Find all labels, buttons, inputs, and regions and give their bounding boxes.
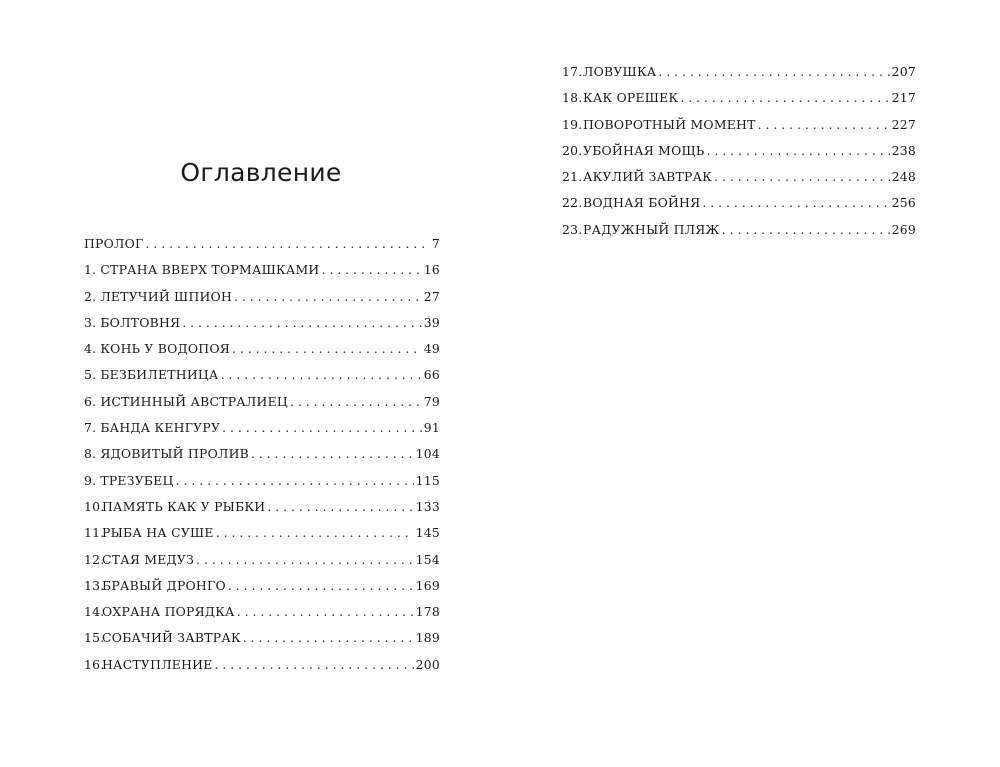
toc-entry[interactable]	[84, 310, 440, 336]
chapter-title: КАК ОРЕШЕК	[583, 90, 679, 106]
page-number: 27	[423, 288, 440, 304]
chapter-title: ТРЕЗУБЕЦ	[100, 472, 174, 488]
chapter-title: УБОЙНАЯ МОЩЬ	[583, 142, 705, 158]
toc-list-right	[562, 59, 916, 243]
toc-entry[interactable]	[562, 112, 916, 138]
page-number: 178	[415, 604, 440, 620]
toc-entry[interactable]	[562, 59, 916, 85]
dot-leader	[267, 494, 413, 520]
chapter-number: 15.	[84, 630, 105, 646]
chapter-title: СОБАЧИЙ ЗАВТРАК	[102, 630, 241, 646]
chapter-title: РАДУЖНЫЙ ПЛЯЖ	[583, 221, 720, 237]
dot-leader	[251, 441, 414, 467]
toc-entry[interactable]	[84, 494, 440, 520]
chapter-number: 17.	[562, 64, 583, 79]
dot-leader	[216, 520, 414, 546]
page-number: 169	[415, 577, 440, 593]
dot-leader	[714, 164, 889, 190]
chapter-number: 20.	[562, 142, 583, 158]
chapter-number: 21.	[562, 169, 583, 185]
toc-list-left	[84, 231, 440, 678]
chapter-title: НАСТУПЛЕНИЕ	[102, 656, 213, 672]
page-number: 79	[423, 393, 440, 409]
dot-leader	[702, 190, 889, 216]
page-number: 104	[415, 446, 440, 462]
dot-leader	[237, 599, 414, 625]
dot-leader	[758, 112, 890, 138]
chapter-number: 16.	[84, 656, 105, 672]
chapter-number: 13.	[84, 577, 105, 593]
page-number: 66	[423, 367, 440, 383]
page-number: 16	[423, 262, 440, 278]
dot-leader	[146, 231, 430, 257]
chapter-title: ЛЕТУЧИЙ ШПИОН	[100, 288, 233, 304]
chapter-title: ЯДОВИТЫЙ ПРОЛИВ	[100, 446, 249, 462]
page-number: 49	[423, 341, 440, 357]
dot-leader	[722, 217, 890, 243]
toc-entry[interactable]	[84, 441, 440, 467]
chapter-title: ПАМЯТЬ КАК У РЫБКИ	[102, 498, 266, 514]
toc-entry[interactable]	[84, 415, 440, 441]
page-number: 133	[415, 498, 440, 514]
chapter-title: ЛОВУШКА	[583, 64, 657, 79]
page-number: 154	[415, 551, 440, 567]
page-number: 227	[891, 116, 916, 132]
right-page	[500, 0, 1000, 767]
chapter-number: 5.	[84, 367, 97, 383]
dot-leader	[658, 59, 889, 85]
chapter-title: БЕЗБИЛЕТНИЦА	[100, 367, 219, 383]
chapter-title: ВОДНАЯ БОЙНЯ	[583, 195, 701, 211]
dot-leader	[232, 336, 422, 362]
toc-entry[interactable]	[562, 85, 916, 111]
toc-entry[interactable]	[562, 138, 916, 164]
toc-entry[interactable]	[84, 284, 440, 310]
toc-title: Оглавление	[180, 158, 342, 187]
dot-leader	[243, 625, 414, 651]
chapter-number: 18.	[562, 90, 583, 106]
chapter-number: 19.	[562, 116, 583, 132]
dot-leader	[234, 284, 422, 310]
page-number: 189	[415, 630, 440, 646]
chapter-number: 2.	[84, 288, 97, 304]
chapter-number: 22.	[562, 195, 583, 211]
dot-leader	[196, 547, 414, 573]
toc-entry[interactable]	[84, 547, 440, 573]
chapter-number: 4.	[84, 341, 97, 357]
chapter-title: ИСТИННЫЙ АВСТРАЛИЕЦ	[100, 393, 288, 409]
chapter-title: АКУЛИЙ ЗАВТРАК	[583, 169, 713, 185]
chapter-number: 1.	[84, 262, 97, 278]
dot-leader	[214, 652, 413, 678]
toc-entry[interactable]	[84, 362, 440, 388]
chapter-title: РЫБА НА СУШЕ	[102, 525, 214, 541]
chapter-title: БАНДА КЕНГУРУ	[100, 420, 221, 436]
page-number: 145	[415, 525, 440, 541]
dot-leader	[290, 389, 422, 415]
page-number: 207	[891, 64, 916, 79]
chapter-number: 6.	[84, 393, 97, 409]
chapter-title: БОЛТОВНЯ	[100, 314, 181, 330]
chapter-title: СТАЯ МЕДУЗ	[102, 551, 195, 567]
toc-entry[interactable]	[84, 520, 440, 546]
chapter-number: 9.	[84, 472, 97, 488]
chapter-number: 23.	[562, 221, 583, 237]
page-number: 238	[891, 142, 916, 158]
toc-entry[interactable]	[84, 336, 440, 362]
toc-entry[interactable]	[84, 573, 440, 599]
page-number: 217	[891, 90, 916, 106]
page-number: 256	[891, 195, 916, 211]
page-number: 248	[891, 169, 916, 185]
chapter-title: ПОВОРОТНЫЙ МОМЕНТ	[583, 116, 756, 132]
toc-entry[interactable]	[84, 231, 440, 257]
toc-entry[interactable]	[84, 389, 440, 415]
chapter-number: 11.	[84, 525, 105, 541]
dot-leader	[182, 310, 421, 336]
chapter-title: ПРОЛОГ	[84, 236, 144, 251]
toc-entry[interactable]	[84, 652, 440, 678]
dot-leader	[680, 85, 889, 111]
dot-leader	[176, 468, 414, 494]
chapter-title: КОНЬ У ВОДОПОЯ	[100, 341, 231, 357]
toc-entry[interactable]	[562, 190, 916, 216]
page-number: 7	[431, 236, 440, 251]
chapter-title: ОХРАНА ПОРЯДКА	[102, 604, 235, 620]
chapter-number: 14.	[84, 604, 105, 620]
toc-entry[interactable]	[562, 217, 916, 243]
page-number: 269	[891, 221, 916, 237]
chapter-title: СТРАНА ВВЕРХ ТОРМАШКАМИ	[100, 262, 320, 278]
page-number: 115	[415, 472, 440, 488]
chapter-number: 8.	[84, 446, 97, 462]
chapter-title: БРАВЫЙ ДРОНГО	[102, 577, 226, 593]
chapter-number: 12.	[84, 551, 105, 567]
dot-leader	[707, 138, 890, 164]
dot-leader	[321, 257, 421, 283]
dot-leader	[228, 573, 414, 599]
dot-leader	[221, 362, 422, 388]
dot-leader	[222, 415, 422, 441]
toc-entry[interactable]	[84, 468, 440, 494]
page-number: 200	[415, 656, 440, 672]
toc-entry[interactable]	[562, 164, 916, 190]
chapter-number: 10.	[84, 498, 105, 514]
toc-entry[interactable]	[84, 257, 440, 283]
toc-entry[interactable]	[84, 625, 440, 651]
chapter-number: 3.	[84, 314, 97, 330]
chapter-number: 7.	[84, 420, 97, 436]
page-number: 91	[423, 420, 440, 436]
toc-entry[interactable]	[84, 599, 440, 625]
page-number: 39	[423, 314, 440, 330]
